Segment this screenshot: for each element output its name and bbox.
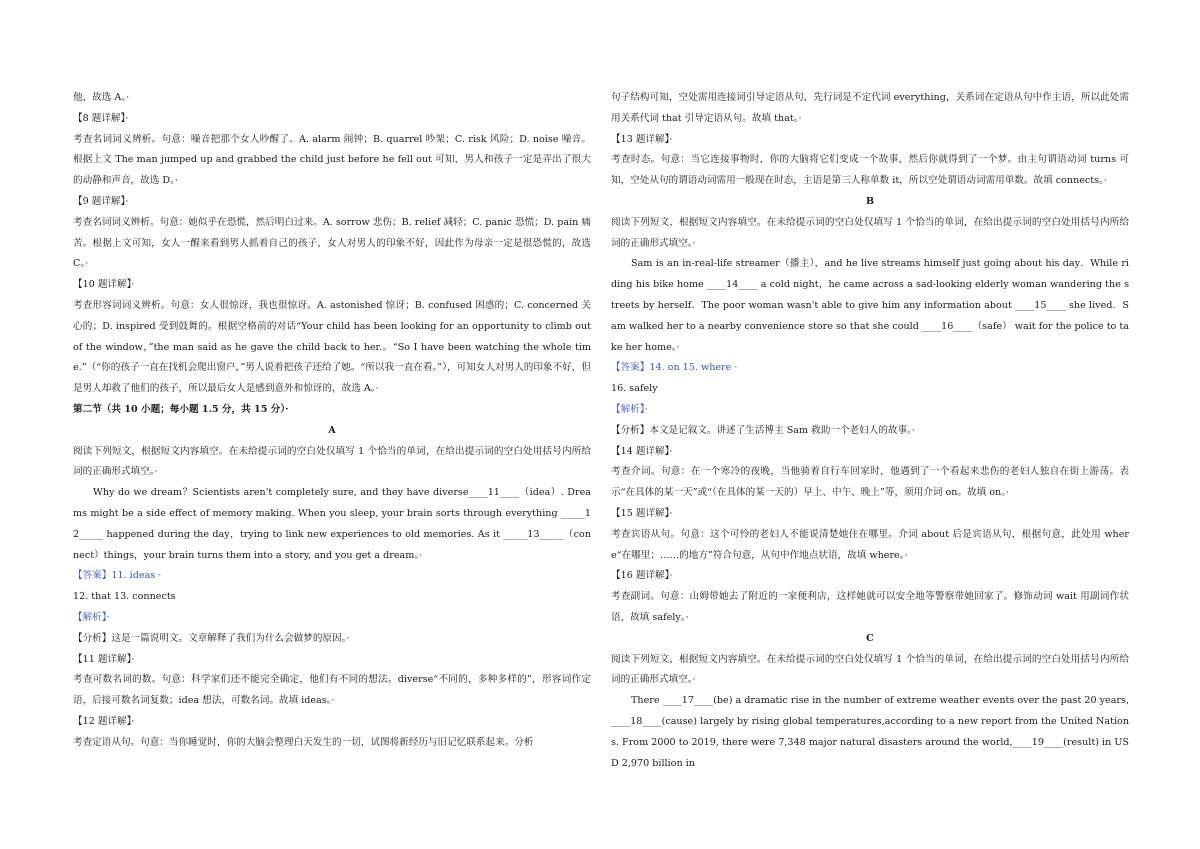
left-paragraph-16: 【11 题详解】·	[73, 653, 135, 665]
left-paragraph-17: 考查可数名词的数。句意：科学家们还不能完全确定，他们有不同的想法。diverse“不同的，多种多样的”，形容词作定语，后接可数名词复数；idea 想法，可数名词。故填 ideas。·	[73, 674, 591, 707]
right-paragraph-12: 考查介词。句意：在一个寒冷的夜晚，当他骑着自行车回家时，他遇到了一个看起来悲伤的老妇人独自在街上游荡。表示“在具体的某一天”或“（在具体的某一天的）早上、中午、晚上”等，须用介词 on。故填 on。·	[611, 466, 1129, 499]
left-paragraph-15: 【分析】这是一篇说明文。文章解释了我们为什么会做梦的原因。·	[73, 632, 350, 644]
left-paragraph-18: 【12 题详解】·	[73, 715, 135, 727]
right-paragraph-6: Sam is an in-real-life streamer（播主），and he live streams himself just going about his day．While riding his bike home ____14____ a cold night，he came across a sad-looking elderly woman wandering the streets by herself．The poor woman wasn't able to give him any information about ____15____ she lived．Sam walked her to a nearby convenience store so that she could ____16____（safe） wait for the police to take her home。·	[611, 258, 1129, 353]
left-paragraph-1: 他，故选 A。·	[73, 92, 130, 103]
right-paragraph-8: 16. safely	[611, 383, 658, 395]
right-paragraph-11: 【14 题详解】·	[611, 445, 673, 457]
right-paragraph-1: 句子结构可知，空处需用连接词引导定语从句，先行词是不定代词 everything，关系词在定语从句中作主语，所以此处需用关系代词 that 引导定语从句。故填 that。·	[611, 92, 1129, 124]
left-paragraph-11: Why do we dream？Scientists aren't completely sure, and they have diverse____11____（idea）. Dreams might be a side effect of memory making. When you sleep, your brain sorts through everything _____12_____ happened during the day，trying to link new experiences to old memories. As it _____13_____（connect）things，your brain turns them into a story, and you get a dream。·	[73, 487, 591, 561]
left-paragraph-19: 考查定语从句。句意：当你睡觉时，你的大脑会整理白天发生的一切，试图将新经历与旧记忆联系起来。分析	[73, 736, 534, 748]
left-paragraph-2: 【8 题详解】·	[73, 112, 129, 124]
left-paragraph-10: 阅读下列短文，根据短文内容填空。在未给提示词的空白处仅填写 1 个恰当的单词，在给出提示词的空白处用括号内所给词的正确形式填空。·	[73, 445, 591, 478]
left-paragraph-3: 考查名词词义辨析。句意：噪音把那个女人吵醒了。A. alarm 闹钟；B. quarrel 吵架；C. risk 风险；D. noise 噪音。根据上文 The man jumped up and grabbed the child just before he fell out 可知，男人和孩子一定是弄出了很大的动静和声音，故选 D。·	[73, 133, 591, 187]
left-paragraph-13: 12. that 13. connects	[73, 591, 176, 603]
left-paragraph-9: A	[328, 424, 336, 436]
right-column	[611, 88, 1129, 774]
right-paragraph-17: C	[866, 632, 874, 644]
left-paragraph-8: 第二节（共 10 小题；每小题 1.5 分，共 15 分）·	[73, 403, 289, 415]
right-paragraph-14: 考查宾语从句。句意：这个可怜的老妇人不能说清楚她住在哪里。介词 about 后是宾语从句，根据句意，此处用 where“在哪里；……的地方”符合句意，从句中作地点状语，故填 where。·	[611, 528, 1129, 561]
right-paragraph-2: 【13 题详解】·	[611, 133, 673, 145]
right-paragraph-7: 【答案】14. on 15. where ·	[611, 362, 738, 374]
left-paragraph-14: 【解析】·	[73, 611, 110, 623]
right-paragraph-4: B	[865, 195, 875, 207]
left-column	[73, 88, 591, 754]
right-paragraph-5: 阅读下列短文，根据短文内容填空。在未给提示词的空白处仅填写 1 个恰当的单词，在给出提示词的空白处用括号内所给词的正确形式填空。·	[611, 216, 1129, 249]
right-paragraph-16: 考查副词。句意：山姆带她去了附近的一家便利店，这样她就可以安全地等警察带她回家了。修饰动词 wait 用副词作状语，故填 safely。·	[611, 591, 1129, 623]
right-paragraph-15: 【16 题详解】·	[611, 570, 673, 582]
left-paragraph-4: 【9 题详解】·	[73, 195, 129, 207]
left-paragraph-6: 【10 题详解】·	[73, 279, 135, 291]
right-paragraph-13: 【15 题详解】·	[611, 507, 673, 519]
right-paragraph-19: There ____17____(be) a dramatic rise in the number of extreme weather events over the past 20 years,____18____(cause) largely by rising global temperatures,according to a new report from the United Nations. From 2000 to 2019, there were 7,348 major natural disasters around the world,____19____(result) in USD 2,970 billion in	[611, 695, 1129, 769]
left-paragraph-5: 考查名词词义辨析。句意：她似乎在恐慌，然后明白过来。A. sorrow 悲伤；B. relief 减轻；C. panic 恐慌；D. pain 痛苦。根据上文可知，女人一醒来看到男人抓着自己的孩子，女人对男人的印象不好，因此作为母亲一定是很恐慌的，故选 C。·	[73, 216, 591, 270]
right-paragraph-9: 【解析】·	[611, 403, 648, 415]
left-paragraph-7: 考查形容词词义辨析。句意：女人很惊讶，我也很惊讶。A. astonished 惊讶；B. confused 困惑的；C. concerned 关心的；D. inspired 受到鼓舞的。根据空格前的对话“Your child has been looking for an opportunity to climb out of the window，”the man said as he gave the child back to her.。“So I have been watching the whole time.”（“你的孩子一直在找机会爬出窗户，”男人说着把孩子还给了她。“所以我一直在看。”），可知女人对男人的印象不好，但是男人却救了他们的孩子，所以最后女人是感到意外和惊讶的，故选 A。·	[73, 299, 591, 395]
right-paragraph-18: 阅读下列短文，根据短文内容填空。在未给提示词的空白处仅填写 1 个恰当的单词，在给出提示词的空白处用括号内所给词的正确形式填空。·	[611, 653, 1129, 686]
right-paragraph-3: 考查时态。句意：当它连接事物时，你的大脑将它们变成一个故事，然后你就得到了一个梦。由主句谓语动词 turns 可知，空处从句的谓语动词需用一般现在时态，主语是第三人称单数 it，所以空处谓语动词需用单数。故填 connects。·	[611, 154, 1129, 187]
left-paragraph-12: 【答案】11. ideas ·	[73, 570, 162, 582]
right-paragraph-10: 【分析】本文是记叙文。讲述了生活博主 Sam 救助一个老妇人的故事。·	[611, 424, 915, 436]
